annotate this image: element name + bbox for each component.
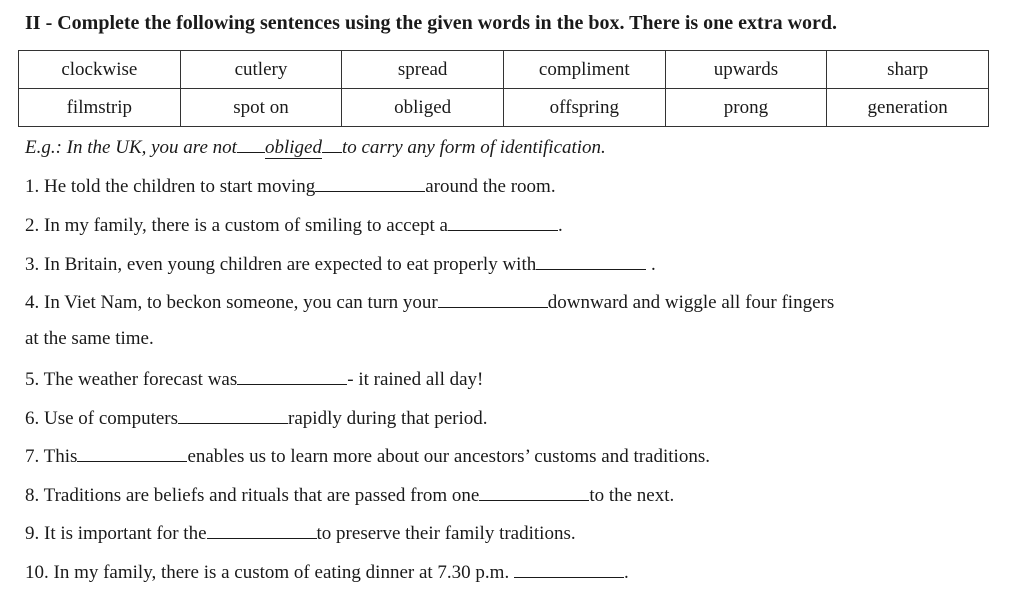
example-after: to carry any form of identification. — [341, 137, 606, 158]
sentence-1 — [25, 173, 556, 198]
answer-blank[interactable] — [237, 366, 347, 385]
example-blank-left — [237, 134, 265, 153]
word-box-row — [19, 89, 989, 127]
word-cell: upwards — [665, 51, 827, 89]
word-cell: prong — [665, 89, 827, 127]
word-cell: compliment — [503, 51, 665, 89]
sentence-8 — [25, 482, 674, 507]
word-cell: obliged — [342, 89, 504, 127]
sentence-9 — [25, 520, 576, 545]
sentence-text: . — [623, 562, 629, 583]
sentence-text: 7. This — [25, 446, 78, 467]
word-cell: clockwise — [19, 51, 181, 89]
example-before: E.g.: In the UK, you are not — [25, 137, 237, 158]
answer-blank[interactable] — [514, 559, 624, 578]
word-cell: spot on — [180, 89, 342, 127]
example-sentence — [25, 134, 606, 159]
word-cell: generation — [827, 89, 989, 127]
answer-blank[interactable] — [178, 405, 288, 424]
sentence-text: - it rained all day! — [347, 369, 484, 390]
sentence-text: . — [558, 215, 563, 236]
answer-blank[interactable] — [77, 443, 187, 462]
word-cell: spread — [342, 51, 504, 89]
sentence-text: 3. In Britain, even young children are expected to eat properly with — [25, 254, 537, 275]
word-box — [18, 50, 989, 127]
word-box-row — [19, 51, 989, 89]
sentence-text: 1. He told the children to start moving — [25, 176, 316, 197]
answer-blank[interactable] — [536, 251, 646, 270]
sentence-text: enables us to learn more about our ancestors’ customs and traditions. — [187, 446, 710, 467]
sentence-text: 5. The weather forecast was — [25, 369, 238, 390]
answer-blank[interactable] — [479, 482, 589, 501]
answer-blank[interactable] — [448, 212, 558, 231]
example-answer: obliged — [264, 137, 322, 158]
example-blank-right — [322, 134, 342, 153]
sentence-text: around the room. — [425, 176, 556, 197]
sentence-3 — [25, 251, 656, 276]
sentence-text: . — [646, 254, 656, 275]
sentence-text: rapidly during that period. — [288, 408, 488, 429]
sentence-text: 9. It is important for the — [25, 523, 207, 544]
sentence-text: to preserve their family traditions. — [316, 523, 576, 544]
sentence-text: 8. Traditions are beliefs and rituals that are passed from one — [25, 485, 480, 506]
sentence-text: 4. In Viet Nam, to beckon someone, you can turn your — [25, 292, 438, 313]
sentence-5 — [25, 366, 483, 391]
answer-blank[interactable] — [315, 173, 425, 192]
sentence-7 — [25, 443, 710, 468]
word-cell: cutlery — [180, 51, 342, 89]
sentence-text: downward and wiggle all four fingers — [547, 292, 835, 313]
sentence-text: 10. In my family, there is a custom of eating dinner at 7.30 p.m. — [25, 562, 514, 583]
word-cell: filmstrip — [19, 89, 181, 127]
sentence-text: to the next. — [589, 485, 675, 506]
sentence-text: at the same time. — [25, 328, 154, 349]
sentence-4 — [25, 289, 834, 314]
sentence-6 — [25, 405, 488, 430]
sentence-4-continuation — [25, 328, 154, 350]
answer-blank[interactable] — [438, 289, 548, 308]
sentence-2 — [25, 212, 563, 237]
sentence-text: 6. Use of computers — [25, 408, 179, 429]
exercise-heading: II - Complete the following sentences using the given words in the box. There is one extra word. — [25, 12, 838, 34]
sentence-text: 2. In my family, there is a custom of smiling to accept a — [25, 215, 448, 236]
sentence-10 — [25, 559, 629, 584]
answer-blank[interactable] — [207, 520, 317, 539]
word-cell: sharp — [827, 51, 989, 89]
word-cell: offspring — [503, 89, 665, 127]
